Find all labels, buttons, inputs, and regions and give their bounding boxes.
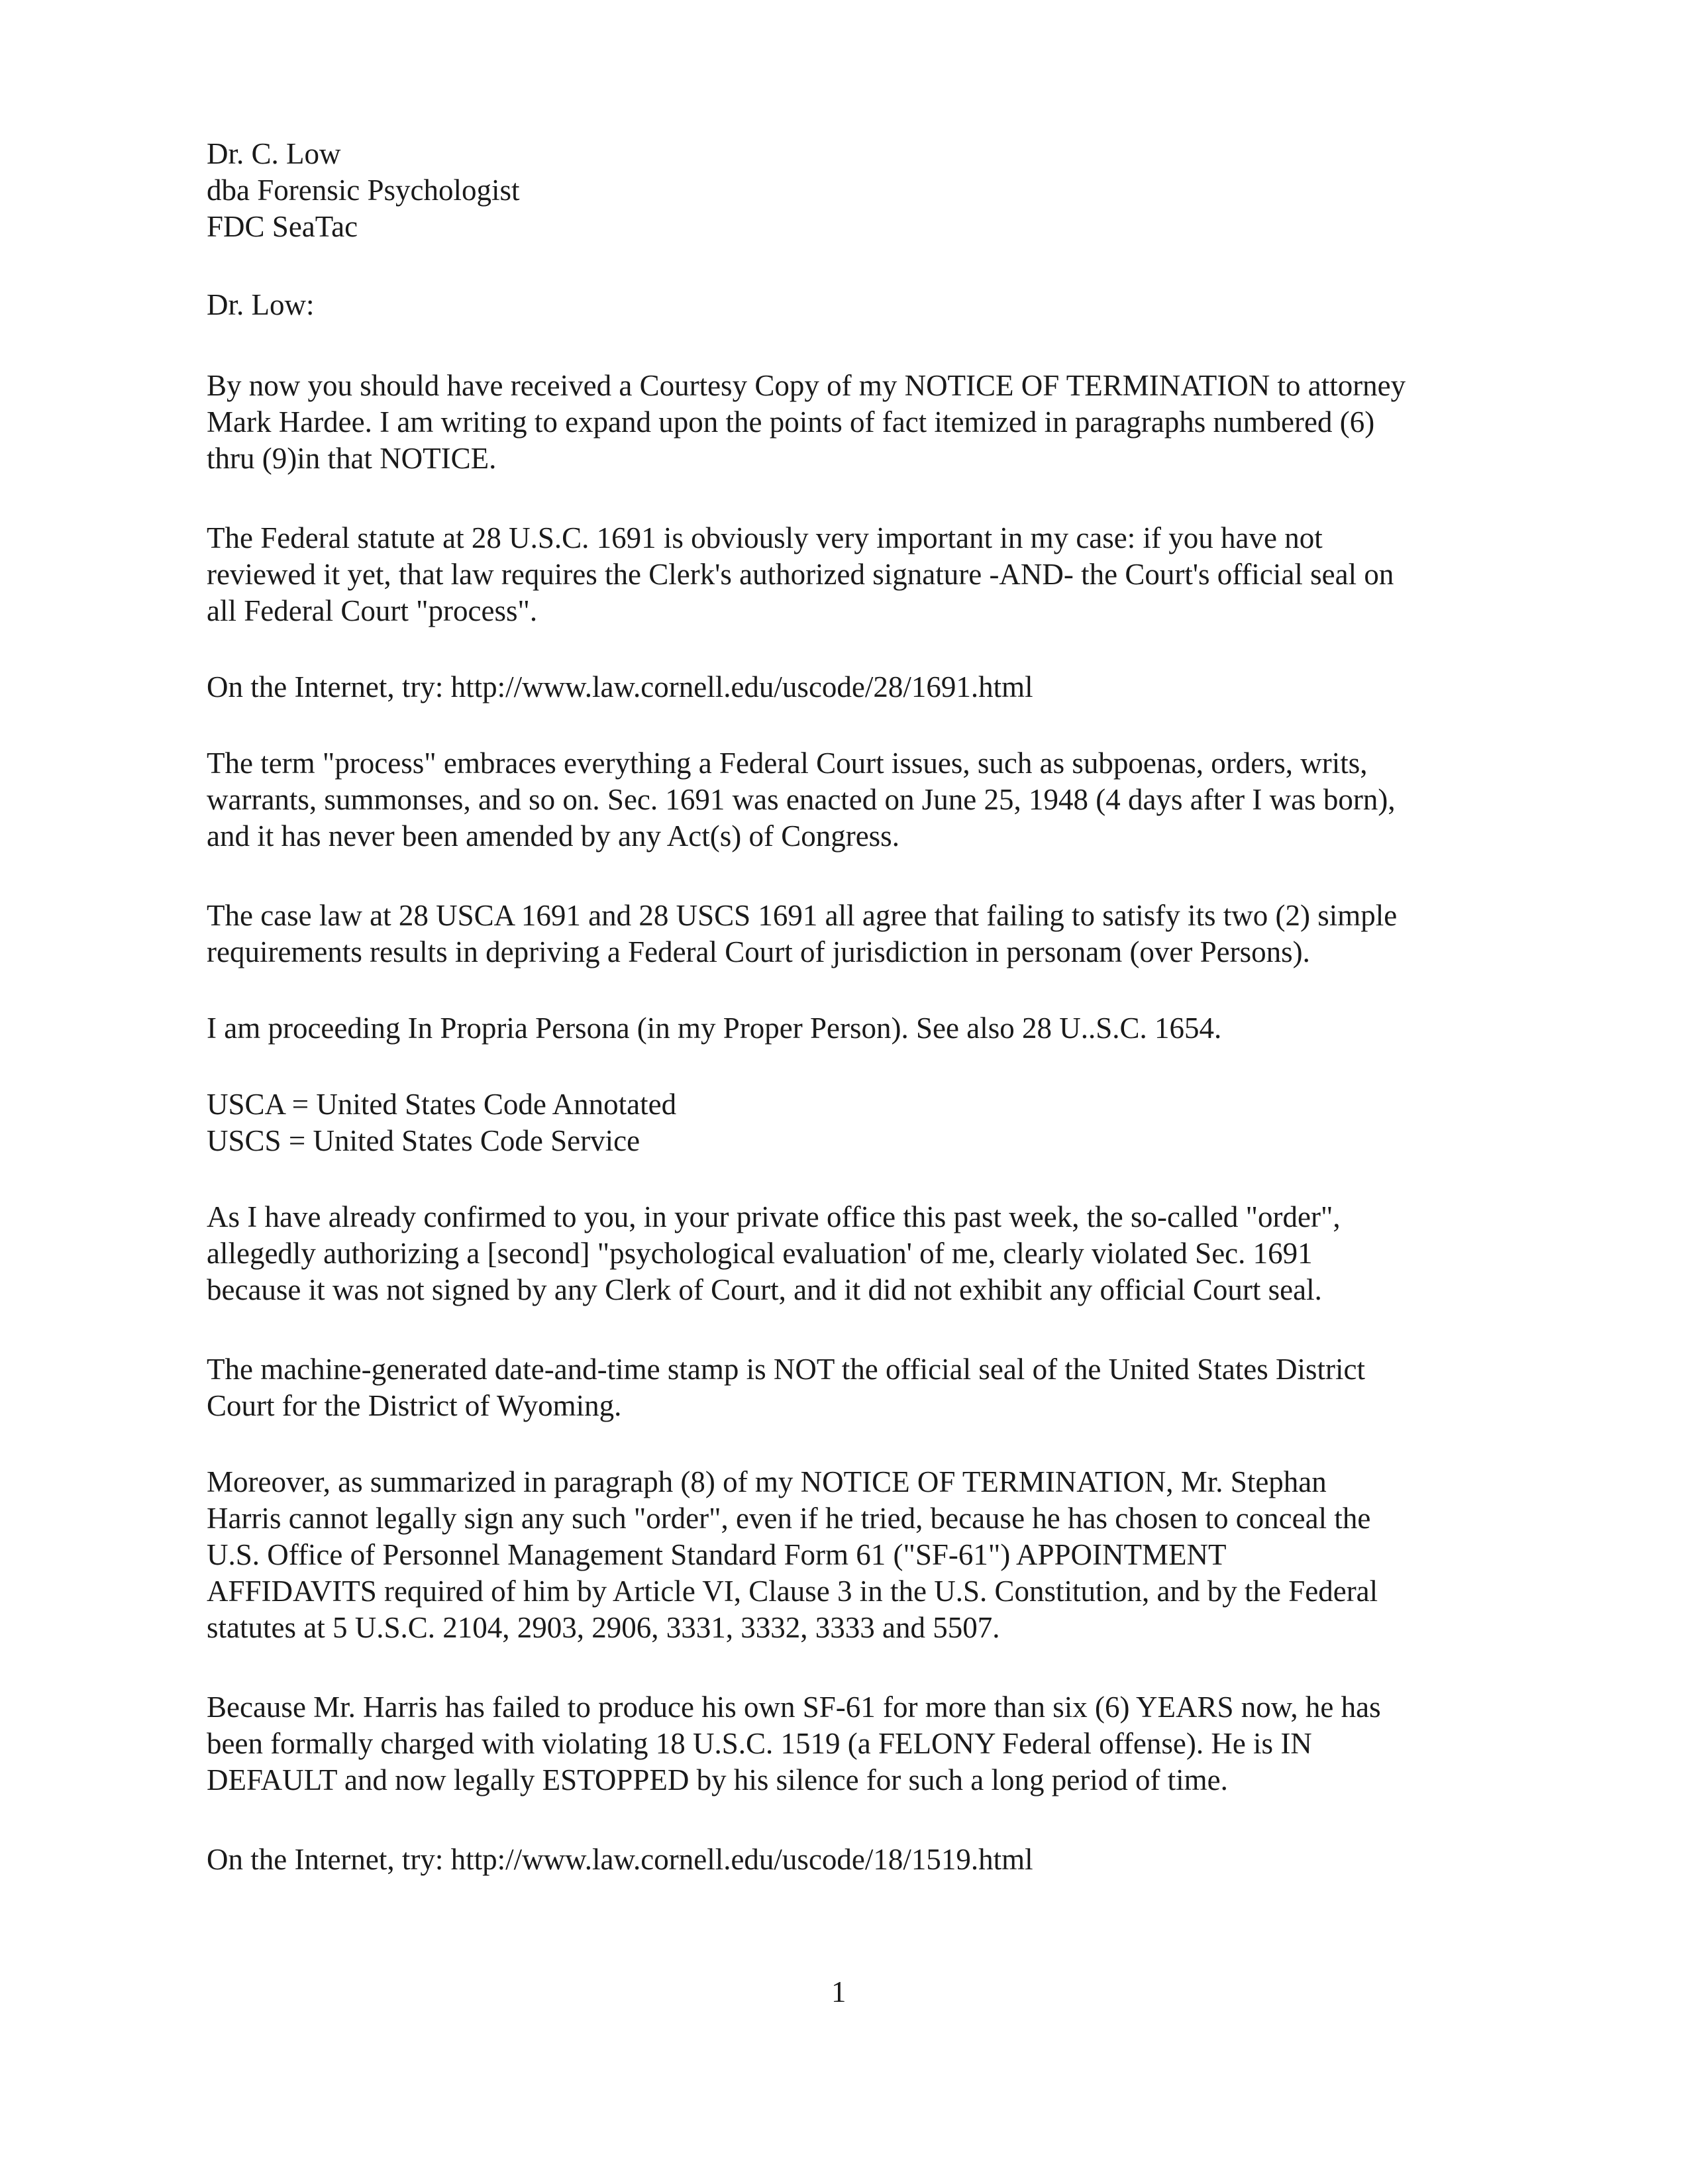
paragraph-line: because it was not signed by any Clerk of Court, and it did not exhibit any official Court seal. bbox=[207, 1273, 1322, 1306]
paragraph-line: USCS = United States Code Service bbox=[207, 1124, 640, 1157]
paragraph-line: U.S. Office of Personnel Management Standard Form 61 ("SF-61") APPOINTMENT bbox=[207, 1538, 1227, 1571]
paragraph-line: statutes at 5 U.S.C. 2104, 2903, 2906, 3331, 3332, 3333 and 5507. bbox=[207, 1611, 1000, 1644]
page-number: 1 bbox=[831, 1975, 846, 2008]
paragraph-line: reviewed it yet, that law requires the Clerk's authorized signature -AND- the Court's official seal on bbox=[207, 558, 1394, 591]
paragraph-line: USCA = United States Code Annotated bbox=[207, 1088, 677, 1121]
paragraph-line: The case law at 28 USCA 1691 and 28 USCS 1691 all agree that failing to satisfy its two (2) simple bbox=[207, 899, 1398, 932]
paragraph-line: As I have already confirmed to you, in your private office this past week, the so-called "order", bbox=[207, 1200, 1341, 1233]
paragraph-line: The term "process" embraces everything a Federal Court issues, such as subpoenas, orders, writs, bbox=[207, 747, 1368, 780]
paragraph-line: DEFAULT and now legally ESTOPPED by his silence for such a long period of time. bbox=[207, 1763, 1228, 1796]
address-line: FDC SeaTac bbox=[207, 210, 358, 243]
paragraph-line: AFFIDAVITS required of him by Article VI, Clause 3 in the U.S. Constitution, and by the Federal bbox=[207, 1575, 1378, 1608]
paragraph-line: I am proceeding In Propria Persona (in my Proper Person). See also 28 U..S.C. 1654. bbox=[207, 1012, 1222, 1045]
paragraph-line: Moreover, as summarized in paragraph (8) of my NOTICE OF TERMINATION, Mr. Stephan bbox=[207, 1465, 1327, 1498]
paragraph-line: The machine-generated date-and-time stamp is NOT the official seal of the United States District bbox=[207, 1353, 1366, 1386]
paragraph-line: warrants, summonses, and so on. Sec. 1691 was enacted on June 25, 1948 (4 days after I was born), bbox=[207, 783, 1396, 816]
paragraph-line: Because Mr. Harris has failed to produce his own SF-61 for more than six (6) YEARS now, he has bbox=[207, 1690, 1381, 1724]
url-line: On the Internet, try: http://www.law.cornell.edu/uscode/18/1519.html bbox=[207, 1843, 1033, 1876]
paragraph-line: Mark Hardee. I am writing to expand upon the points of fact itemized in paragraphs numbered (6) bbox=[207, 405, 1375, 439]
paragraph-line: requirements results in depriving a Federal Court of jurisdiction in personam (over Persons). bbox=[207, 935, 1310, 968]
paragraph-line: been formally charged with violating 18 U.S.C. 1519 (a FELONY Federal offense). He is IN bbox=[207, 1727, 1312, 1760]
paragraph-line: Court for the District of Wyoming. bbox=[207, 1389, 622, 1422]
paragraph-line: thru (9)in that NOTICE. bbox=[207, 442, 497, 475]
salutation: Dr. Low: bbox=[207, 288, 315, 321]
paragraph-line: By now you should have received a Courtesy Copy of my NOTICE OF TERMINATION to attorney bbox=[207, 369, 1406, 402]
paragraph-line: Harris cannot legally sign any such "order", even if he tried, because he has chosen to conceal the bbox=[207, 1502, 1371, 1535]
address-line: dba Forensic Psychologist bbox=[207, 174, 520, 207]
paragraph-line: The Federal statute at 28 U.S.C. 1691 is obviously very important in my case: if you have not bbox=[207, 521, 1323, 554]
paragraph-line: all Federal Court "process". bbox=[207, 594, 538, 627]
address-line: Dr. C. Low bbox=[207, 137, 341, 170]
paragraph-line: and it has never been amended by any Act(s) of Congress. bbox=[207, 819, 899, 853]
paragraph-line: allegedly authorizing a [second] "psychological evaluation' of me, clearly violated Sec. 1691 bbox=[207, 1237, 1313, 1270]
url-line: On the Internet, try: http://www.law.cornell.edu/uscode/28/1691.html bbox=[207, 670, 1033, 703]
